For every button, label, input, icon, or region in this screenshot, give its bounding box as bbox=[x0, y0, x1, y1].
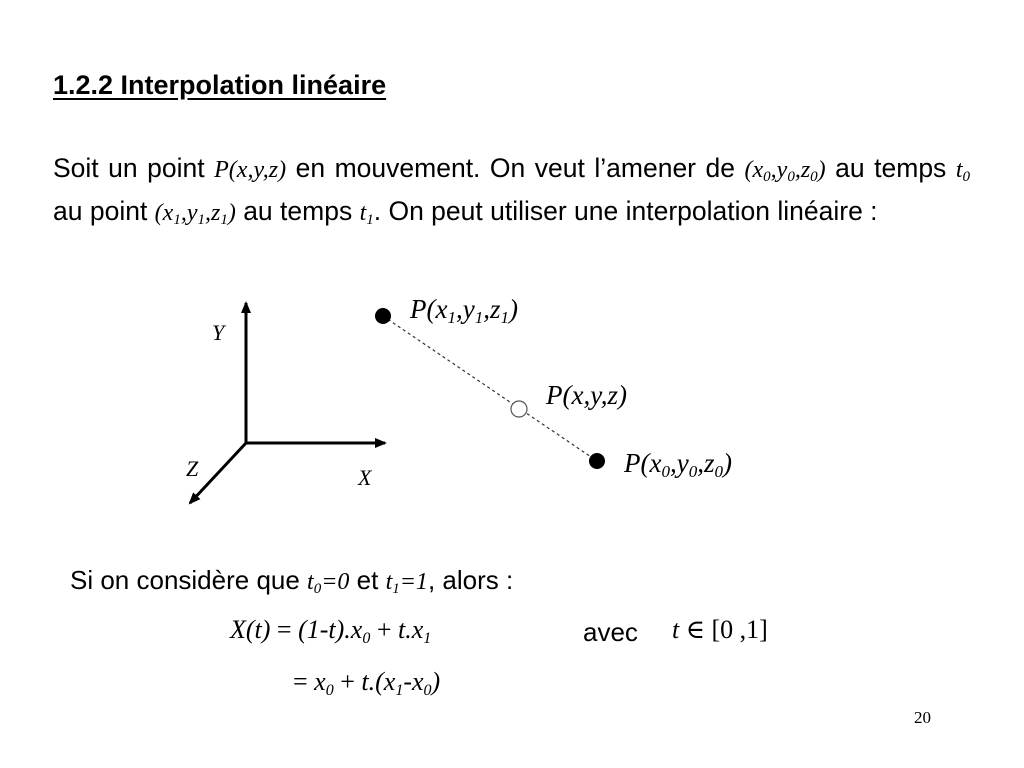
point-p bbox=[511, 401, 527, 417]
condition-et: et bbox=[349, 565, 386, 595]
condition-line bbox=[70, 565, 513, 596]
equation-line-2: = $x_0 + t.(x_1-x_0)$ bbox=[293, 667, 441, 699]
para-text-6: . On peut utiliser une interpolation linéaire : bbox=[373, 196, 878, 226]
page-number: 20 bbox=[914, 708, 931, 727]
label-p: P(x,y,z) bbox=[546, 380, 627, 410]
axis-label-x: X bbox=[358, 465, 372, 490]
section-heading: 1.2.2 Interpolation linéaire bbox=[53, 70, 387, 100]
para-text-1: Soit un point bbox=[53, 153, 215, 183]
axis-label-z: Z bbox=[186, 456, 199, 481]
equation-lhs: X(t) bbox=[230, 615, 271, 644]
math-t1: $t_1$ bbox=[359, 200, 374, 228]
condition-suffix: , alors : bbox=[427, 565, 514, 595]
axis-label-y: Y bbox=[212, 320, 225, 345]
math-end-point: $(x_1,y_1,z_1)$ bbox=[154, 200, 236, 228]
para-text-4: au point bbox=[53, 196, 155, 226]
z-axis bbox=[190, 443, 246, 503]
equation-domain: t ∈ [0 ,1] bbox=[672, 615, 768, 644]
equation-line-1: $X(t) = (1-t).x_0 + t.x_1$ bbox=[230, 615, 432, 647]
para-text-3: au temps bbox=[825, 153, 956, 183]
point-p0 bbox=[589, 453, 605, 469]
label-p1: $P(x_1,y_1,z_1)$ bbox=[410, 294, 518, 327]
math-t1-eq-1: $t_1=1$ bbox=[385, 569, 428, 597]
condition-prefix: Si on considère que bbox=[70, 565, 308, 595]
equation-avec: avec bbox=[583, 617, 638, 647]
math-point: P(x,y,z) bbox=[214, 157, 287, 183]
math-t0-eq-0: $t_0=0$ bbox=[307, 569, 350, 597]
para-text-2: en mouvement. On veut l’amener de bbox=[286, 153, 745, 183]
point-p1 bbox=[375, 308, 391, 324]
para-text-5: au temps bbox=[235, 196, 360, 226]
math-t0: $t_0$ bbox=[955, 157, 970, 185]
label-p0: $P(x_0,y_0,z_0)$ bbox=[624, 448, 732, 481]
math-start-point: $(x_0,y_0,z_0)$ bbox=[744, 157, 826, 185]
